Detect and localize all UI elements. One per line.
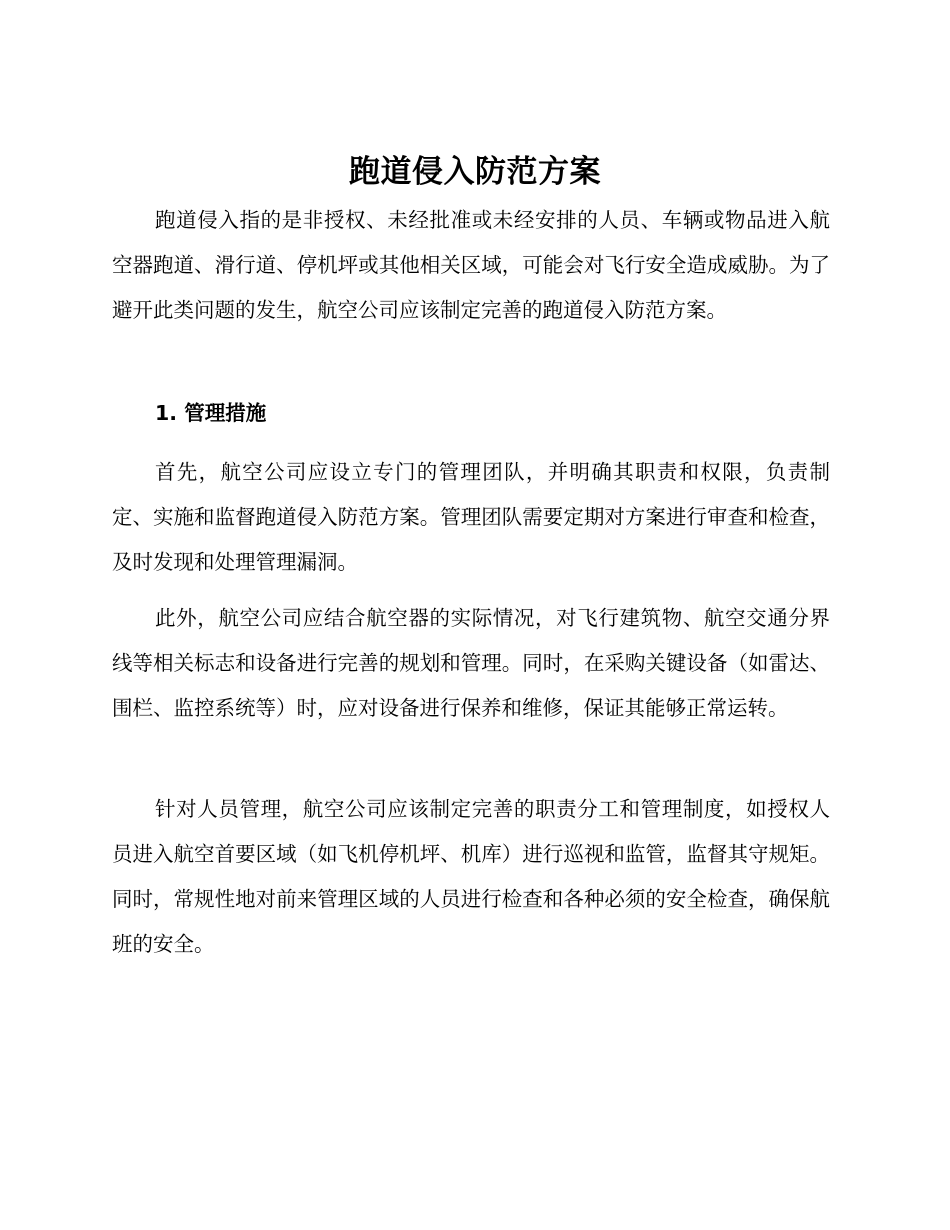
section-paragraph-2: 此外，航空公司应结合航空器的实际情况，对飞行建筑物、航空交通分界线等相关标志和设备进行完善的规划和管理。同时，在采购关键设备（如雷达、围栏、监控系统等）时，应对设备进行保养和维修，保证其能够正常运转。	[112, 606, 830, 720]
intro-paragraph: 跑道侵入指的是非授权、未经批准或未经安排的人员、车辆或物品进入航空器跑道、滑行道、停机坪或其他相关区域，可能会对飞行安全造成威胁。为了避开此类问题的发生，航空公司应该制定完善的跑道侵入防范方案。	[112, 208, 830, 322]
section-paragraph-3: 针对人员管理，航空公司应该制定完善的职责分工和管理制度，如授权人员进入航空首要区域（如飞机停机坪、机库）进行巡视和监管，监督其守规矩。同时，常规性地对前来管理区域的人员进行检查和各种必须的安全检查，确保航班的安全。	[112, 797, 830, 956]
section-paragraph-1: 首先，航空公司应设立专门的管理团队，并明确其职责和权限，负责制定、实施和监督跑道侵入防范方案。管理团队需要定期对方案进行审查和检查，及时发现和处理管理漏洞。	[112, 460, 830, 574]
document-title: 跑道侵入防范方案	[349, 154, 601, 190]
section-heading-management-measures: 1. 管理措施	[155, 401, 267, 425]
